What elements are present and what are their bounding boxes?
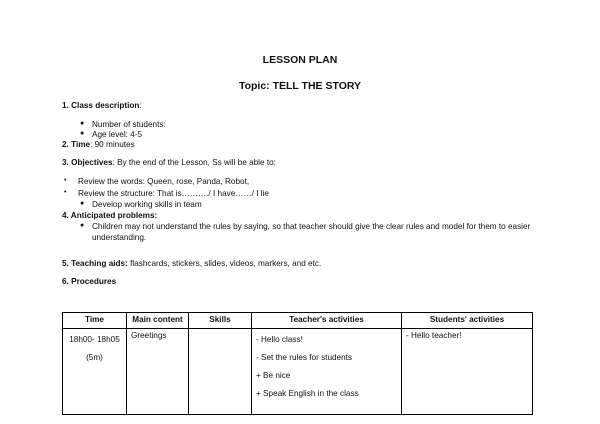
col-header-student-activities: Students' activities <box>402 313 533 329</box>
objective-item: Review the structure: That is………./ I have……/ I lie <box>78 189 269 198</box>
teacher-activity: + Speak English in the class <box>256 389 359 398</box>
cell-teacher-activities <box>252 329 402 415</box>
time-range: 18h00- 18h05 <box>69 335 120 344</box>
class-description-heading: 1. Class description: <box>62 101 142 110</box>
cell-time <box>63 329 127 415</box>
bullet-dot: ● <box>80 130 85 137</box>
col-header-skills: Skills <box>189 313 252 329</box>
bullet-dot: • <box>64 177 67 184</box>
procedures-heading: 6. Procedures <box>62 277 117 286</box>
objective-item: Develop working skills in team <box>92 200 202 209</box>
time-section: 2. Time: 90 minutes <box>62 140 135 149</box>
anticipated-item: Children may not understand the rules by saying, so that teacher should give the clear rules and model for them to easier understanding. <box>92 222 531 242</box>
objectives-heading: 3. Objectives: By the end of the Lesson, Ss will be able to: <box>62 158 276 167</box>
lesson-topic: Topic: TELL THE STORY <box>238 80 362 92</box>
teacher-activity: - Hello class! <box>256 335 303 344</box>
objective-item: Review the words: Queen, rose, Panda, Robot, <box>78 177 250 186</box>
bullet-dot: ● <box>80 222 85 229</box>
teaching-aids-section: 5. Teaching aids: flashcards, stickers, slides, videos, markers, and etc. <box>62 259 322 268</box>
table-header-row <box>63 313 533 329</box>
time-duration: (5m) <box>86 353 103 362</box>
table-row <box>63 329 533 415</box>
anticipated-problems-heading: 4. Anticipated problems: <box>62 211 158 220</box>
teacher-activity: - Set the rules for students <box>256 353 353 362</box>
document-title: LESSON PLAN <box>262 54 338 66</box>
col-header-main-content: Main content <box>127 313 189 329</box>
teacher-activity: + Be nice <box>256 371 291 380</box>
class-desc-item: Age level: 4-5 <box>92 130 143 139</box>
cell-skills <box>189 329 252 415</box>
cell-main-content: Greetings <box>127 329 189 415</box>
class-desc-item: Number of students: <box>92 120 166 129</box>
bullet-dot: • <box>64 189 67 196</box>
bullet-dot: ● <box>80 120 85 127</box>
procedures-table <box>62 312 533 415</box>
bullet-dot: ● <box>80 200 85 207</box>
col-header-time: Time <box>63 313 127 329</box>
col-header-teacher-activities: Teacher's activities <box>252 313 402 329</box>
cell-student-activities: - Hello teacher! <box>402 329 533 415</box>
